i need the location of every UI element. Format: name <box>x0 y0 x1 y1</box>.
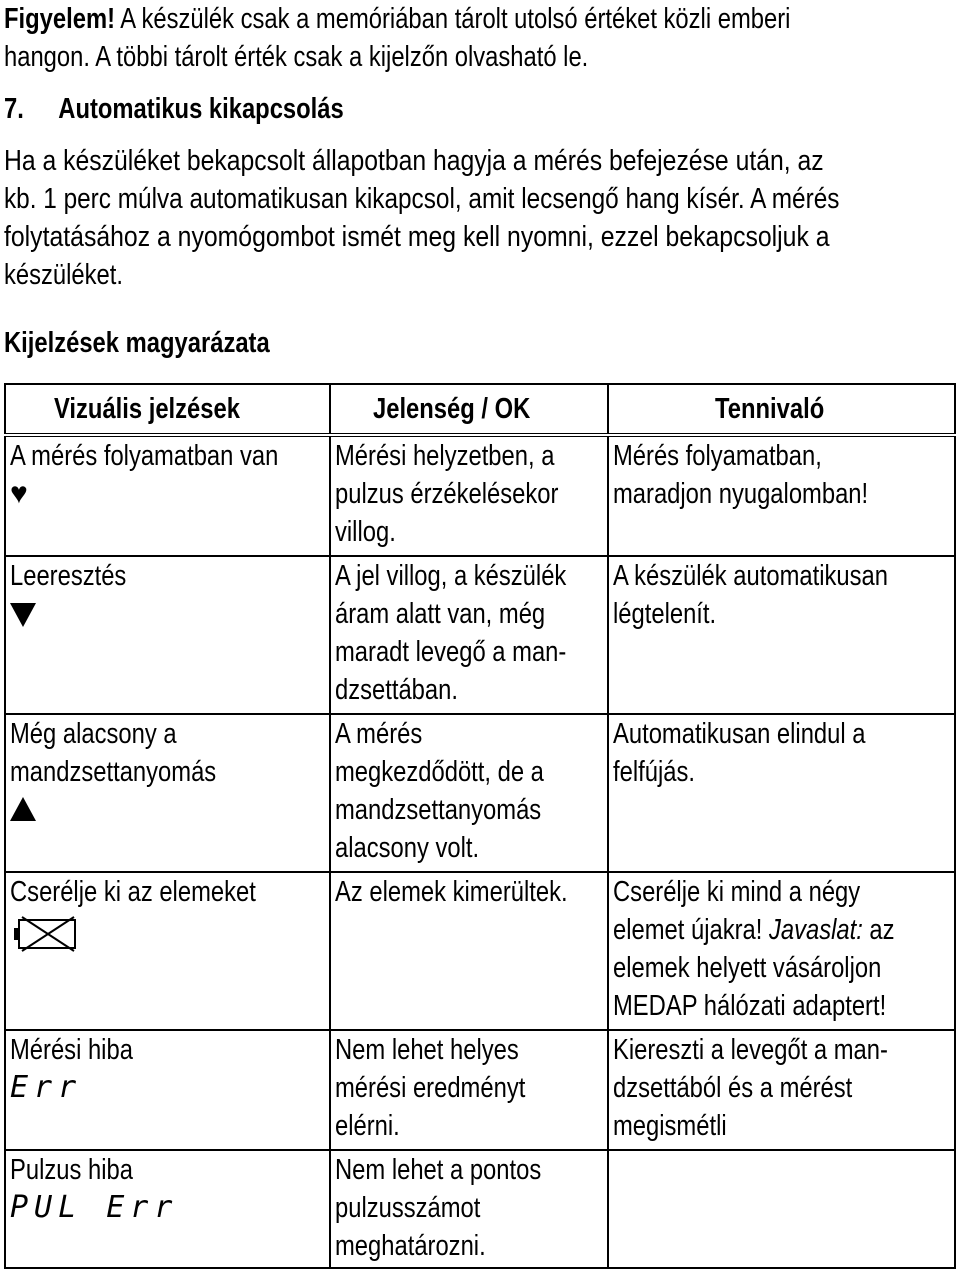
body-line: készüléket. <box>4 259 123 291</box>
cause-cell: A jel villog, a készülék áram alatt van, még maradt levegő a man- dzsettában. <box>330 556 608 714</box>
pul-err-display-icon: PUL Err <box>10 1190 179 1225</box>
table-row <box>5 872 955 1030</box>
section-number: 7. <box>4 93 24 125</box>
javaslat-label: Javaslat: <box>768 914 863 946</box>
table-row <box>5 714 955 872</box>
visual-cell: Cserélje ki az elemeket <box>5 872 330 1030</box>
cause-cell: A mérés megkezdődött, de a mandzsettanyomás alacsony volt. <box>330 714 608 872</box>
visual-cell: Mérési hiba Err <box>5 1030 330 1150</box>
warning-paragraph <box>4 0 960 76</box>
legend-heading: Kijelzések magyarázata <box>4 327 270 359</box>
err-display-icon: Err <box>10 1070 83 1105</box>
cause-cell: Az elemek kimerültek. <box>330 872 608 1030</box>
header-visual: Vizuális jelzések <box>5 384 330 435</box>
visual-cell: Pulzus hiba PUL Err <box>5 1150 330 1268</box>
legend-table <box>4 383 956 1269</box>
body-line: Ha a készüléket bekapcsolt állapotban hagyja a mérés befejezése után, az <box>4 145 824 177</box>
empty-battery-icon <box>10 915 80 955</box>
warning-label: Figyelem! <box>4 3 116 35</box>
triangle-down-icon <box>10 603 36 627</box>
body-line: kb. 1 perc múlva automatikusan kikapcsol, amit lecsengő hang kísér. A mérés <box>4 183 840 215</box>
triangle-up-icon <box>10 797 36 821</box>
cause-cell: Nem lehet a pontos pulzusszámot meghatározni. <box>330 1150 608 1268</box>
action-cell: Cserélje ki mind a négy elemet újakra! Javaslat: az elemek helyett vásároljon MEDAP hálózati adaptert! <box>608 872 955 1030</box>
warning-text-1: A készülék csak a memóriában tárolt utolsó értéket közli emberi <box>115 3 791 35</box>
cause-cell: Mérési helyzetben, a pulzus érzékelésekor villog. <box>330 435 608 556</box>
table-header-row <box>5 384 955 435</box>
body-line: folytatásához a nyomógombot ismét meg kell nyomni, ezzel bekapcsoljuk a <box>4 221 830 253</box>
section-title: Automatikus kikapcsolás <box>58 93 344 125</box>
cause-cell: Nem lehet helyes mérési eredményt elérni. <box>330 1030 608 1150</box>
visual-cell: A mérés folyamatban van ♥ <box>5 435 330 556</box>
action-cell: Kiereszti a levegőt a man- dzsettából és a mérést megismétli <box>608 1030 955 1150</box>
section-heading <box>4 90 418 128</box>
table-row <box>5 435 955 556</box>
header-action: Tennivaló <box>608 384 955 435</box>
section-body <box>4 142 960 294</box>
action-cell <box>608 1150 955 1268</box>
visual-cell: Még alacsony a mandzsettanyomás <box>5 714 330 872</box>
action-cell: Automatikusan elindul a felfújás. <box>608 714 955 872</box>
header-cause: Jelenség / OK <box>330 384 608 435</box>
warning-text-2: hangon. A többi tárolt érték csak a kijelzőn olvasható le. <box>4 41 589 73</box>
visual-cell: Leeresztés <box>5 556 330 714</box>
table-row <box>5 556 955 714</box>
table-row <box>5 1150 955 1268</box>
table-row <box>5 1030 955 1150</box>
heart-icon: ♥ <box>10 477 28 510</box>
action-cell: Mérés folyamatban, maradjon nyugalomban! <box>608 435 955 556</box>
action-cell: A készülék automatikusan légtelenít. <box>608 556 955 714</box>
